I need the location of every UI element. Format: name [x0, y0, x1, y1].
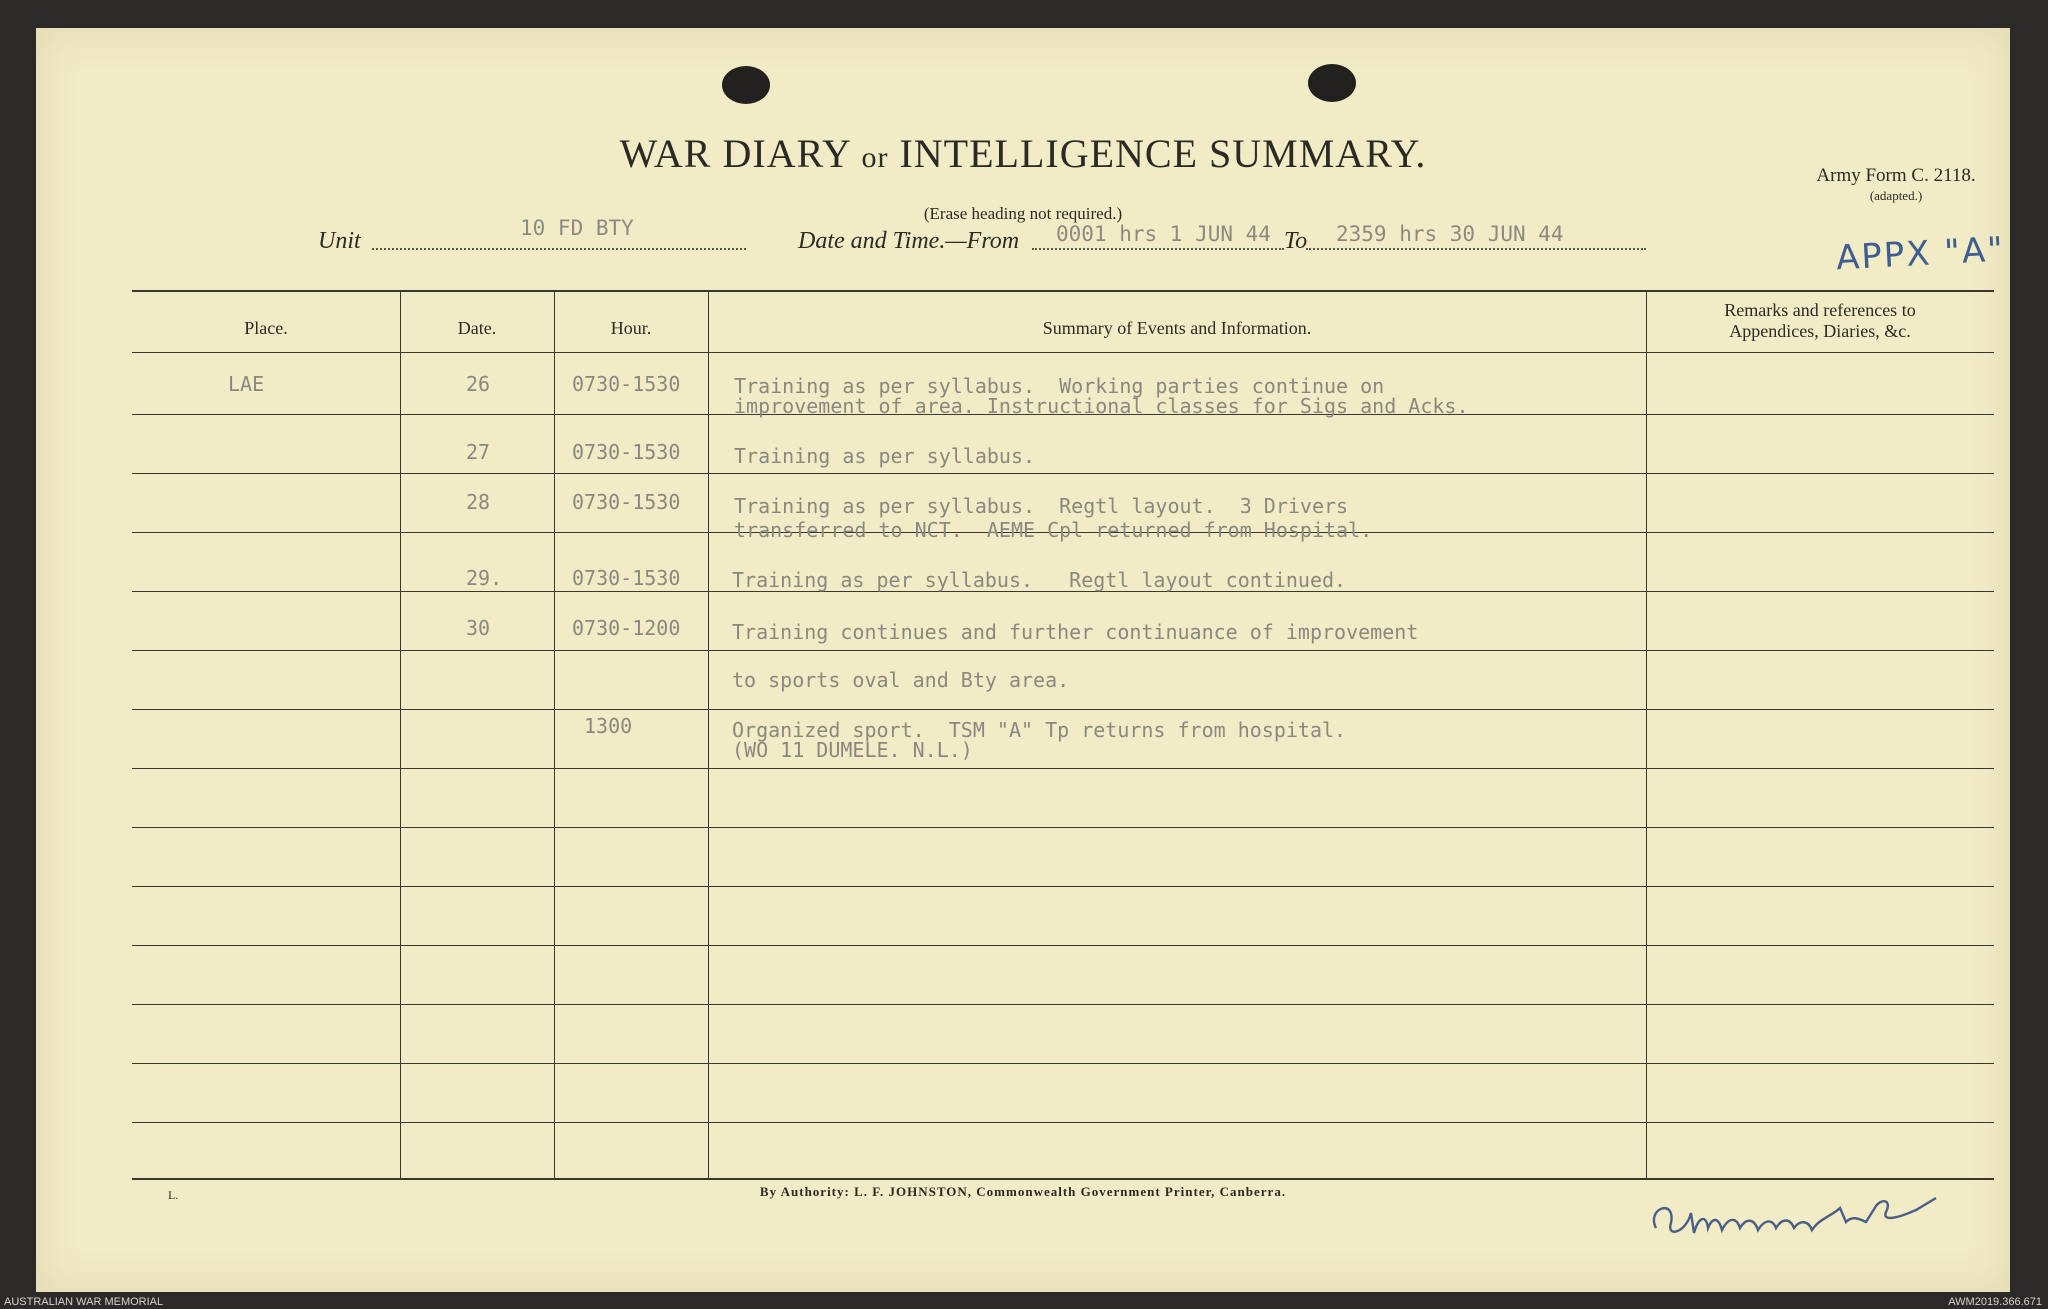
- summary-line: Training continues and further continuance of improvement: [732, 620, 1419, 644]
- date-label: Date and Time.—From: [798, 228, 1020, 254]
- hour-cell: 0730-1530: [572, 490, 681, 514]
- unit-label: Unit: [318, 228, 361, 254]
- form-title: WAR DIARY or INTELLIGENCE SUMMARY.: [619, 131, 1427, 176]
- punch-hole-right: [1308, 64, 1356, 102]
- hour-cell: 0730-1200: [572, 616, 681, 640]
- hour-cell: 0730-1530: [572, 372, 681, 396]
- summary-line: Organized sport. TSM "A" Tp returns from hospital.: [732, 718, 1347, 742]
- hour-cell: 0730-1530: [572, 566, 681, 590]
- header-summary: Summary of Events and Information.: [1042, 318, 1312, 338]
- summary-line: transferred to NCT. AEME Cpl returned from Hospital.: [734, 518, 1373, 542]
- printer-authority: By Authority: L. F. JOHNSTON, Commonwealth Government Printer, Canberra.: [759, 1184, 1287, 1199]
- to-label: To: [1284, 228, 1308, 254]
- summary-line: Training as per syllabus. Working parties continue on: [734, 374, 1385, 398]
- summary-line: Training as per syllabus. Regtl layout continued.: [732, 568, 1347, 592]
- archive-caption-left: AUSTRALIAN WAR MEMORIAL: [4, 1296, 164, 1308]
- date-cell: 28: [466, 490, 491, 514]
- date-cell: 26: [466, 372, 491, 396]
- appendix-mark: APPX "A": [1835, 229, 2006, 279]
- summary-line: to sports oval and Bty area.: [732, 668, 1070, 692]
- archive-caption-right: AWM2019.366.671: [1948, 1296, 2042, 1308]
- form-code: L.: [168, 1188, 179, 1202]
- place-cell: LAE: [228, 372, 265, 396]
- date-cell: 27: [466, 440, 491, 464]
- header-date: Date.: [457, 318, 497, 338]
- date-to-value: 2359 hrs 30 JUN 44: [1336, 222, 1564, 246]
- header-place: Place.: [244, 318, 288, 338]
- date-cell: 29.: [466, 566, 503, 590]
- summary-line: (WO 11 DUMELE. N.L.): [732, 738, 973, 762]
- summary-line: Training as per syllabus.: [734, 444, 1036, 468]
- date-from-value: 0001 hrs 1 JUN 44: [1056, 222, 1271, 246]
- army-form-number: Army Form C. 2118. (adapted.): [1816, 165, 1976, 203]
- hour-cell: 1300: [584, 714, 633, 738]
- header-remarks: Remarks and references to Appendices, Diaries, &c.: [1724, 300, 1916, 341]
- summary-line: improvement of area. Instructional classes for Sigs and Acks.: [734, 394, 1469, 418]
- date-cell: 30: [466, 616, 491, 640]
- header-hour: Hour.: [610, 318, 652, 338]
- hour-cell: 0730-1530: [572, 440, 681, 464]
- diary-page: [36, 28, 2010, 1292]
- erase-note: (Erase heading not required.): [923, 204, 1123, 223]
- summary-line: Training as per syllabus. Regtl layout. 3 Drivers: [734, 494, 1349, 518]
- diary-table: [132, 290, 1994, 1180]
- unit-value: 10 FD BTY: [520, 216, 634, 240]
- signature: [1636, 1178, 2016, 1258]
- punch-hole-left: [722, 66, 770, 104]
